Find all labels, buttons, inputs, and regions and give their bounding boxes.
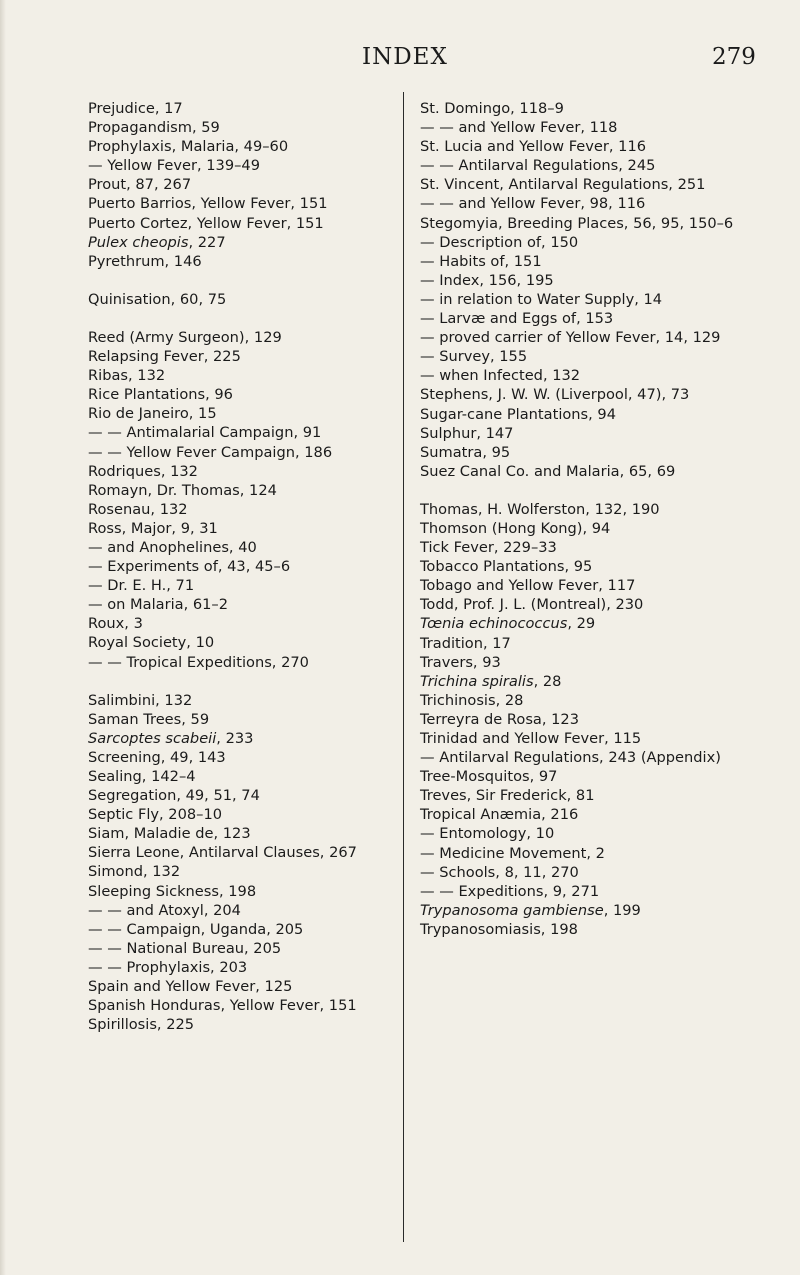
index-entry bbox=[420, 920, 756, 939]
index-entry-text: — Medicine Movement, 2 bbox=[420, 844, 605, 862]
index-entry bbox=[420, 214, 756, 233]
index-entry bbox=[420, 882, 756, 901]
index-entry bbox=[420, 99, 756, 118]
index-entry-text: Sleeping Sickness, 198 bbox=[88, 882, 257, 900]
index-entry bbox=[88, 462, 404, 481]
index-entry-text: Tree-Mosquitos, 97 bbox=[420, 768, 558, 786]
index-entry bbox=[88, 691, 404, 710]
index-entry bbox=[88, 939, 404, 958]
index-entry bbox=[88, 175, 404, 194]
index-entry bbox=[88, 595, 404, 614]
index-entry bbox=[420, 595, 756, 614]
index-entry-text: Treves, Sir Frederick, 81 bbox=[420, 787, 595, 805]
index-entry bbox=[88, 252, 404, 271]
index-entry bbox=[420, 137, 756, 156]
index-entry-text: Suez Canal Co. and Malaria, 65, 69 bbox=[420, 462, 676, 480]
index-entry-text: St. Lucia and Yellow Fever, 116 bbox=[420, 138, 647, 156]
index-entry bbox=[420, 328, 756, 347]
index-entry-text: — — Expeditions, 9, 271 bbox=[420, 882, 600, 900]
index-entry bbox=[88, 99, 404, 118]
index-entry bbox=[88, 633, 404, 652]
index-entry-text: , 233 bbox=[216, 729, 254, 747]
index-entry-text: Puerto Cortez, Yellow Fever, 151 bbox=[88, 214, 324, 232]
index-entry-text: — — Campaign, Uganda, 205 bbox=[88, 920, 304, 938]
index-entry-text: Quinisation, 60, 75 bbox=[88, 290, 227, 308]
page-number: 279 bbox=[712, 44, 756, 70]
index-entry-text: Ribas, 132 bbox=[88, 367, 166, 385]
index-entry-text: Rio de Janeiro, 15 bbox=[88, 405, 217, 423]
index-entry bbox=[88, 614, 404, 633]
index-entry bbox=[88, 748, 404, 767]
index-entry bbox=[420, 691, 756, 710]
index-entry bbox=[420, 290, 756, 309]
index-entry bbox=[420, 576, 756, 595]
page-header bbox=[0, 44, 800, 80]
index-entry bbox=[420, 634, 756, 653]
index-entry bbox=[88, 233, 404, 252]
index-entry bbox=[88, 557, 404, 576]
index-entry bbox=[88, 118, 404, 137]
index-entry bbox=[420, 405, 756, 424]
index-entry bbox=[88, 404, 404, 423]
index-entry-text: Rice Plantations, 96 bbox=[88, 386, 233, 404]
index-entry-text: Spirillosis, 225 bbox=[88, 1016, 195, 1034]
index-entry-text: — — and Yellow Fever, 98, 116 bbox=[420, 195, 646, 213]
index-entry bbox=[420, 252, 756, 271]
index-entry bbox=[420, 347, 756, 366]
index-entry-text: , 28 bbox=[533, 672, 562, 690]
page-title: INDEX bbox=[362, 44, 448, 70]
index-entry-text: Todd, Prof. J. L. (Montreal), 230 bbox=[420, 596, 644, 614]
index-entry bbox=[88, 214, 404, 233]
index-entry-text: — on Malaria, 61–2 bbox=[88, 596, 229, 614]
index-entry bbox=[420, 462, 756, 481]
index-entry-text: Sierra Leone, Antilarval Clauses, 267 bbox=[88, 844, 357, 862]
index-entry bbox=[88, 385, 404, 404]
index-entry-text: Terreyra de Rosa, 123 bbox=[420, 710, 580, 728]
index-entry-text: — — and Atoxyl, 204 bbox=[88, 901, 241, 919]
index-entry-text: — Entomology, 10 bbox=[420, 825, 555, 843]
index-entry-text: Prout, 87, 267 bbox=[88, 176, 192, 194]
index-entry-text: Septic Fly, 208–10 bbox=[88, 806, 223, 824]
index-entry bbox=[88, 500, 404, 519]
index-entry bbox=[420, 824, 756, 843]
index-entry-text: Puerto Barrios, Yellow Fever, 151 bbox=[88, 195, 328, 213]
index-entry-text: Simond, 132 bbox=[88, 863, 181, 881]
index-entry-italic-term: Trypanosoma gambiense bbox=[420, 901, 604, 919]
index-entry-text: — Experiments of, 43, 45–6 bbox=[88, 558, 291, 576]
index-entry bbox=[420, 805, 756, 824]
index-entry-text: Thomas, H. Wolferston, 132, 190 bbox=[420, 500, 660, 518]
index-entry-text: Travers, 93 bbox=[420, 653, 501, 671]
index-entry bbox=[420, 710, 756, 729]
index-entry-text: — in relation to Water Supply, 14 bbox=[420, 290, 663, 308]
index-entry-text: Tradition, 17 bbox=[420, 634, 511, 652]
index-entry-text: — proved carrier of Yellow Fever, 14, 129 bbox=[420, 329, 721, 347]
index-entry-text: Segregation, 49, 51, 74 bbox=[88, 787, 260, 805]
index-entry-text: — — Prophylaxis, 203 bbox=[88, 958, 248, 976]
index-entry-text: — Dr. E. H., 71 bbox=[88, 577, 195, 595]
index-entry bbox=[88, 443, 404, 462]
index-entry-text: Saman Trees, 59 bbox=[88, 710, 210, 728]
index-entry-text: Thomson (Hong Kong), 94 bbox=[420, 519, 611, 537]
index-entry-text: Prejudice, 17 bbox=[88, 100, 183, 117]
index-entry bbox=[88, 882, 404, 901]
index-entry-text: Tick Fever, 229–33 bbox=[420, 539, 557, 557]
index-entry-text: Siam, Maladie de, 123 bbox=[88, 825, 251, 843]
index-entry bbox=[88, 862, 404, 881]
index-entry bbox=[88, 156, 404, 175]
index-entry-text: Stephens, J. W. W. (Liverpool, 47), 73 bbox=[420, 386, 690, 404]
index-entry bbox=[88, 729, 404, 748]
index-entry-text: , 227 bbox=[188, 233, 226, 251]
index-entry bbox=[420, 786, 756, 805]
index-entry-text: Salimbini, 132 bbox=[88, 691, 193, 709]
index-entry bbox=[420, 519, 756, 538]
index-entry-text: — and Anophelines, 40 bbox=[88, 538, 257, 556]
index-entry bbox=[88, 481, 404, 500]
index-entry bbox=[88, 977, 404, 996]
index-entry-text: , 29 bbox=[567, 615, 596, 633]
index-entry bbox=[420, 385, 756, 404]
index-entry bbox=[420, 156, 756, 175]
index-entry-text: Spanish Honduras, Yellow Fever, 151 bbox=[88, 997, 357, 1015]
index-entry-text: , 199 bbox=[603, 901, 641, 919]
index-column-left bbox=[88, 99, 404, 1034]
index-entry bbox=[420, 614, 756, 633]
index-entry-text: — — and Yellow Fever, 118 bbox=[420, 119, 618, 137]
index-entry bbox=[420, 309, 756, 328]
index-entry bbox=[88, 805, 404, 824]
index-entry-text: — — Antimalarial Campaign, 91 bbox=[88, 424, 322, 442]
index-entry bbox=[88, 576, 404, 595]
index-entry bbox=[420, 767, 756, 786]
index-entry bbox=[420, 844, 756, 863]
index-entry-text: Spain and Yellow Fever, 125 bbox=[88, 978, 293, 996]
index-entry-text: Trypanosomiasis, 198 bbox=[420, 920, 578, 938]
index-entry bbox=[420, 557, 756, 576]
index-entry-text: Romayn, Dr. Thomas, 124 bbox=[88, 481, 277, 499]
index-entry-text: St. Vincent, Antilarval Regulations, 251 bbox=[420, 176, 706, 194]
index-entry-text: — when Infected, 132 bbox=[420, 367, 581, 385]
index-entry bbox=[88, 710, 404, 729]
index-entry-text: Rodriques, 132 bbox=[88, 462, 198, 480]
index-entry bbox=[88, 328, 404, 347]
index-entry bbox=[420, 175, 756, 194]
page-edge-shadow bbox=[0, 0, 6, 1275]
index-entry bbox=[88, 1015, 404, 1034]
index-entry bbox=[88, 538, 404, 557]
index-entry-text: Sealing, 142–4 bbox=[88, 768, 196, 785]
index-entry-text: Stegomyia, Breeding Places, 56, 95, 150–6 bbox=[420, 214, 734, 232]
index-entry-text: St. Domingo, 118–9 bbox=[420, 100, 564, 117]
index-entry bbox=[88, 843, 404, 862]
index-entry-text: Prophylaxis, Malaria, 49–60 bbox=[88, 138, 289, 156]
index-entry-text: Reed (Army Surgeon), 129 bbox=[88, 328, 282, 346]
index-entry-text: — — Yellow Fever Campaign, 186 bbox=[88, 443, 333, 461]
index-entry bbox=[88, 290, 404, 309]
index-entry-text: Tobago and Yellow Fever, 117 bbox=[420, 577, 636, 595]
index-entry-text: Tobacco Plantations, 95 bbox=[420, 558, 593, 576]
index-entry bbox=[420, 233, 756, 252]
index-entry bbox=[420, 194, 756, 213]
index-entry bbox=[88, 901, 404, 920]
index-entry-text: Sumatra, 95 bbox=[420, 443, 511, 461]
index-entry bbox=[88, 194, 404, 213]
index-entry-italic-term: Pulex cheopis bbox=[88, 233, 189, 251]
index-entry-text: Trinidad and Yellow Fever, 115 bbox=[420, 730, 642, 747]
index-entry-text: Screening, 49, 143 bbox=[88, 748, 226, 766]
index-entry bbox=[420, 500, 756, 519]
index-entry bbox=[420, 366, 756, 385]
index-entry bbox=[420, 538, 756, 557]
index-entry bbox=[420, 748, 756, 767]
index-entry bbox=[420, 653, 756, 672]
index-entry-text: — Habits of, 151 bbox=[420, 252, 542, 270]
index-entry bbox=[420, 271, 756, 290]
index-entry bbox=[88, 347, 404, 366]
index-entry-text: — Description of, 150 bbox=[420, 233, 579, 251]
index-entry-text: — Yellow Fever, 139–49 bbox=[88, 157, 260, 175]
index-entry bbox=[420, 672, 756, 691]
index-entry-italic-term: Tœnia echinococcus bbox=[420, 615, 568, 633]
index-entry-text: Trichinosis, 28 bbox=[420, 691, 524, 709]
index-entry-text: Relapsing Fever, 225 bbox=[88, 348, 241, 366]
index-entry bbox=[88, 767, 404, 786]
index-entry-text: — — National Bureau, 205 bbox=[88, 939, 282, 957]
index-entry bbox=[88, 786, 404, 805]
index-entry bbox=[420, 863, 756, 882]
index-entry bbox=[420, 443, 756, 462]
index-entry bbox=[88, 958, 404, 977]
index-entry bbox=[420, 424, 756, 443]
index-entry-text: — Antilarval Regulations, 243 (Appendix) bbox=[420, 749, 721, 767]
index-entry bbox=[420, 901, 756, 920]
index-entry-text: — Schools, 8, 11, 270 bbox=[420, 863, 579, 881]
index-entry bbox=[88, 366, 404, 385]
index-entry bbox=[88, 423, 404, 442]
index-entry-text: Royal Society, 10 bbox=[88, 634, 215, 652]
index-entry-text: Ross, Major, 9, 31 bbox=[88, 519, 218, 537]
index-entry-text: — — Tropical Expeditions, 270 bbox=[88, 653, 309, 671]
index-entry-text: Sugar-cane Plantations, 94 bbox=[420, 405, 617, 423]
index-entry-text: Sulphur, 147 bbox=[420, 424, 514, 442]
index-entry-text: Tropical Anæmia, 216 bbox=[420, 806, 579, 824]
index-entry bbox=[88, 137, 404, 156]
index-entry bbox=[88, 519, 404, 538]
index-entry-text: Pyrethrum, 146 bbox=[88, 252, 202, 270]
index-entry bbox=[88, 920, 404, 939]
index-column-right bbox=[404, 99, 756, 939]
index-entry-text: — Larvæ and Eggs of, 153 bbox=[420, 310, 614, 328]
index-entry-text: Propagandism, 59 bbox=[88, 119, 220, 137]
index-entry-text: Rosenau, 132 bbox=[88, 500, 188, 518]
index-entry-text: — Index, 156, 195 bbox=[420, 271, 554, 289]
index-entry bbox=[88, 653, 404, 672]
index-entry bbox=[88, 824, 404, 843]
index-entry-text: — — Antilarval Regulations, 245 bbox=[420, 157, 656, 175]
index-entry bbox=[88, 996, 404, 1015]
index-entry-text: — Survey, 155 bbox=[420, 348, 528, 366]
index-entry bbox=[420, 118, 756, 137]
index-entry-text: Roux, 3 bbox=[88, 615, 143, 633]
index-entry-italic-term: Sarcoptes scabeii bbox=[88, 729, 217, 747]
index-entry bbox=[420, 729, 756, 748]
index-entry-italic-term: Trichina spiralis bbox=[420, 672, 534, 690]
